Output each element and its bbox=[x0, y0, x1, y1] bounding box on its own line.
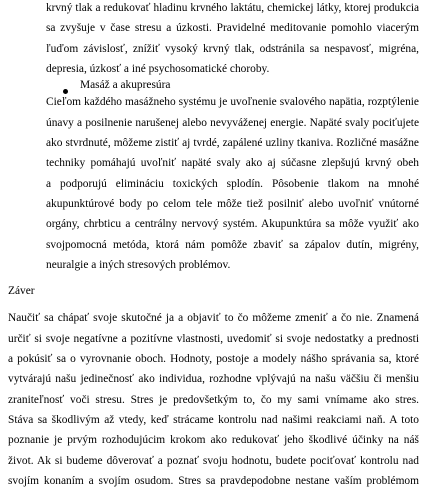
conclusion-line-8: život. Ak si budeme dôverovať a poznať svoju hodnotu, budete pociťovať kontrolu nad bbox=[8, 454, 419, 467]
conclusion-line-4: vytvárajú našu jedinečnosť ako individua, rozhodne vplývajú na našu väčšiu či menšiu bbox=[8, 373, 419, 386]
massage-line-5: a podporujú elimináciu toxických splodín. Pôsobenie tlakom na mnohé bbox=[46, 177, 419, 190]
massage-line-3: ako stvrdnuté, môžeme zistiť aj tvrdé, zapálené uzliny tkaniva. Rozličné masážne bbox=[46, 136, 419, 149]
bullet-marker bbox=[63, 89, 68, 94]
massage-line-2: únavy a posilnenie narušenej alebo nevyváženej energie. Napäté svaly pociťujete bbox=[46, 116, 419, 129]
massage-line-7: orgány, chrbticu a centrálny nervový systém. Akupunktúra sa môže využiť ako bbox=[46, 218, 419, 231]
bullet-label: Masáž a akupresúra bbox=[80, 78, 171, 91]
conclusion-line-2: určiť si svoje negatívne a pozitívne vlastnosti, uvedomiť si svoje nedostatky a prednosti bbox=[8, 332, 419, 345]
conclusion-line-9: svojím konaním a svojím osudom. Stres sa pravdepodobne nestane vaším problémom bbox=[8, 475, 419, 487]
massage-line-8: svojpomocná metóda, ktorá nám pomôže zbaviť sa zápalov dutín, migrény, bbox=[46, 238, 419, 251]
intro-line-2: sa zvyšuje v čase stresu a úzkosti. Pravidelné meditovanie pomohlo viacerým bbox=[46, 22, 419, 35]
intro-line-3: ľuďom závislosť, znížiť vysoký krvný tlak, odstránila sa nespavosť, migréna, bbox=[46, 42, 419, 55]
conclusion-line-3: a pokúsiť sa o vyrovnanie oboch. Hodnoty, postoje a modely nášho správania sa, ktoré bbox=[8, 353, 419, 365]
massage-line-9: neuralgie a iných stresových problémov. bbox=[46, 258, 231, 271]
massage-line-4: techniky pomáhajú uvoľniť napäté svaly ako aj súčasne zlepšujú krvný obeh bbox=[46, 157, 419, 170]
section-heading: Záver bbox=[8, 284, 35, 297]
conclusion-line-1: Naučiť sa chápať svoje skutočné ja a objaviť to čo môžeme zmeniť a čo nie. Znamená bbox=[8, 312, 419, 325]
massage-line-1: Cieľom každého masážneho systému je uvoľnenie svalového napätia, rozptýlenie bbox=[46, 96, 419, 109]
massage-line-6: akupunktúrové body po celom tele môže tiež posilniť alebo uvoľniť vnútorné bbox=[46, 197, 419, 210]
intro-line-4: depresia, úzkosť a iné psychosomatické choroby. bbox=[46, 62, 270, 75]
conclusion-line-6: Stáva sa škodlivým až vtedy, keď strácame kontrolu nad našimi reakciami naň. A toto bbox=[8, 414, 419, 426]
conclusion-line-5: zraniteľnosť voči stresu. Stres je predovšetkým to, čo my sami vnímame ako stres. bbox=[8, 393, 419, 406]
intro-line-1: krvný tlak a redukovať hladinu krvného laktátu, chemickej látky, ktorej produkcia bbox=[46, 1, 419, 14]
conclusion-line-7: poznanie je prvým rozhodujúcim krokom ako redukovať jeho škodlivé účinky na náš bbox=[8, 434, 419, 447]
